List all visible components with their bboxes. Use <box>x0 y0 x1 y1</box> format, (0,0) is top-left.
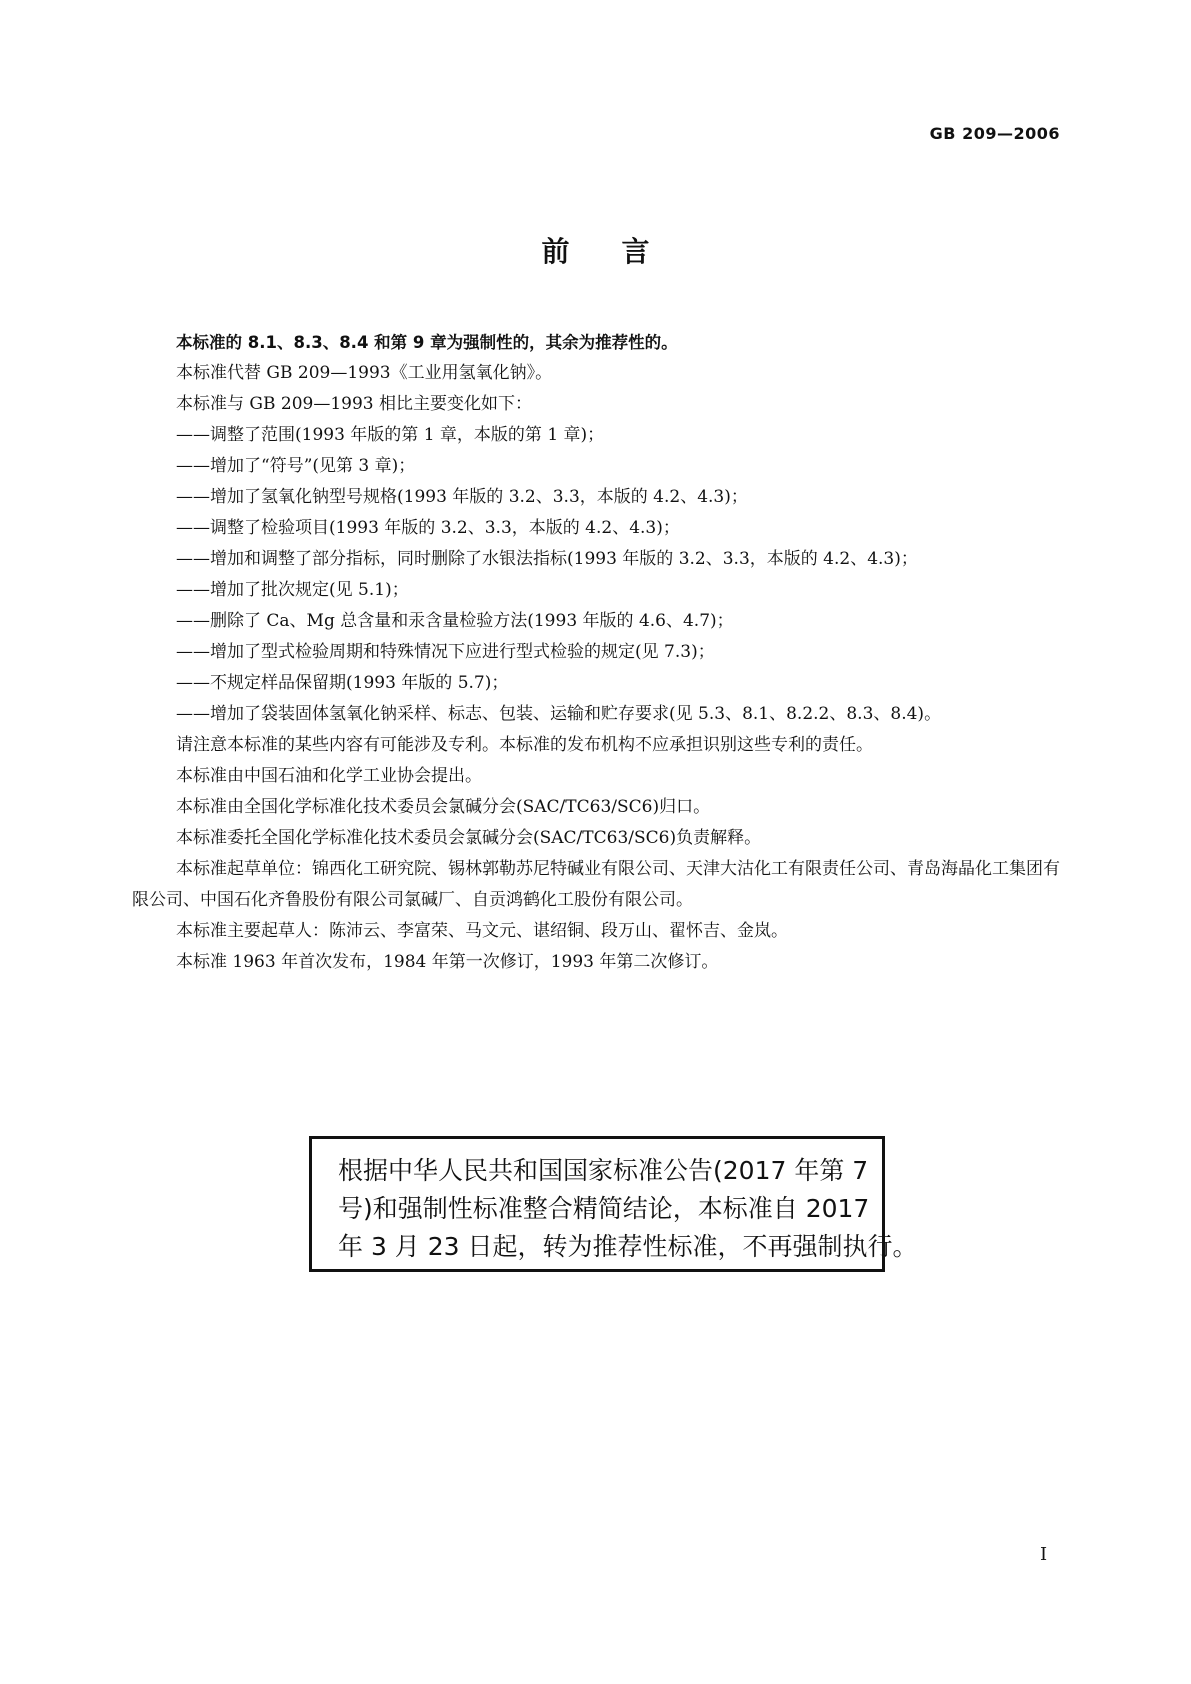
change-item: ——增加了批次规定(见 5.1)； <box>176 580 409 600</box>
paragraph-drafting-units: 本标准起草单位：锦西化工研究院、锡林郭勒苏尼特碱业有限公司、天津大沽化工有限责任公司、青岛海晶化工集团有限公司、中国石化齐鲁股份有限公司氯碱厂、自贡鸿鹤化工股份有限公司。 <box>132 859 1060 910</box>
standard-code: GB 209—2006 <box>929 124 1060 143</box>
paragraph-drafters: 本标准主要起草人：陈沛云、李富荣、马文元、谌绍铜、段万山、翟怀吉、金岚。 <box>176 921 788 941</box>
change-item: ——删除了 Ca、Mg 总含量和汞含量检验方法(1993 年版的 4.6、4.7)； <box>176 611 734 631</box>
paragraph-history: 本标准 1963 年首次发布，1984 年第一次修订，1993 年第二次修订。 <box>176 952 719 972</box>
change-item: ——增加了型式检验周期和特殊情况下应进行型式检验的规定(见 7.3)； <box>176 642 715 662</box>
paragraph-interpreter: 本标准委托全国化学标准化技术委员会氯碱分会(SAC/TC63/SC6)负责解释。 <box>176 828 762 848</box>
notice-line: 号)和强制性标准整合精简结论，本标准自 2017 <box>338 1194 870 1223</box>
paragraph-patent-notice: 请注意本标准的某些内容有可能涉及专利。本标准的发布机构不应承担识别这些专利的责任。 <box>176 735 873 755</box>
paragraph-administrator: 本标准由全国化学标准化技术委员会氯碱分会(SAC/TC63/SC6)归口。 <box>176 797 711 817</box>
page-number: I <box>1040 1544 1048 1565</box>
change-item: ——增加了氢氧化钠型号规格(1993 年版的 3.2、3.3，本版的 4.2、4.3)； <box>176 487 748 507</box>
page-title: 前言 <box>541 235 702 268</box>
change-item: ——调整了范围(1993 年版的第 1 章，本版的第 1 章)； <box>176 425 605 445</box>
change-item: ——增加了“符号”(见第 3 章)； <box>176 456 416 476</box>
notice-box <box>309 1136 918 1272</box>
change-item: ——不规定样品保留期(1993 年版的 5.7)； <box>176 673 509 693</box>
notice-line: 年 3 月 23 日起，转为推荐性标准，不再强制执行。 <box>338 1232 918 1261</box>
paragraph-mandatory-clauses: 本标准的 8.1、8.3、8.4 和第 9 章为强制性的，其余为推荐性的。 <box>176 333 678 352</box>
foreword-body <box>132 327 1062 978</box>
paragraph-proposer: 本标准由中国石油和化学工业协会提出。 <box>176 766 482 786</box>
notice-line: 根据中华人民共和国国家标准公告(2017 年第 7 <box>338 1156 869 1185</box>
change-item: ——增加了袋装固体氢氧化钠采样、标志、包装、运输和贮存要求(见 5.3、8.1、8.2.2、8.3、8.4)。 <box>176 704 942 724</box>
paragraph-changes-intro: 本标准与 GB 209—1993 相比主要变化如下： <box>176 394 532 414</box>
change-item: ——增加和调整了部分指标，同时删除了水银法指标(1993 年版的 3.2、3.3，本版的 4.2、4.3)； <box>176 549 918 569</box>
change-item: ——调整了检验项目(1993 年版的 3.2、3.3，本版的 4.2、4.3)； <box>176 518 680 538</box>
paragraph-replaces: 本标准代替 GB 209—1993《工业用氢氧化钠》。 <box>176 363 553 383</box>
